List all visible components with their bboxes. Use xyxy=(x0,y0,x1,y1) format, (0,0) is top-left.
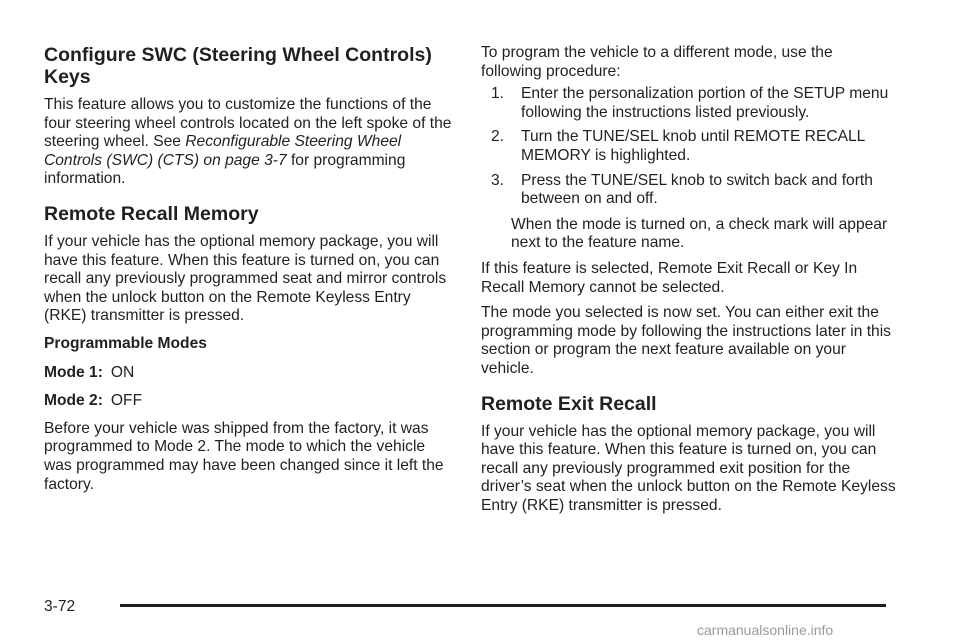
swc-text-1: This feature allows you to customize the functions of the four steering wheel controls located on the left spoke of the steering wheel. See xyxy=(44,96,452,151)
programmable-modes-heading: Programmable Modes xyxy=(44,334,207,352)
swc-paragraph xyxy=(44,96,454,189)
factory-setting-paragraph: Before your vehicle was shipped from the factory, it was programmed to Mode 2. The mode to which the vehicle was programmed may have been changed since it left the factory. xyxy=(44,419,444,493)
selection-note: If this feature is selected, Remote Exit Recall or Key In Recall Memory cannot be selected. xyxy=(481,259,858,296)
watermark: carmanualsonline.info xyxy=(697,622,834,638)
page-number: 3-72 xyxy=(44,598,76,615)
right-column xyxy=(481,44,896,515)
mode-1-label: Mode 1: xyxy=(44,363,103,381)
mode-2-value: OFF xyxy=(110,392,143,410)
remote-recall-memory-heading: Remote Recall Memory xyxy=(44,202,259,225)
mode-2-label: Mode 2: xyxy=(44,392,103,410)
list-item xyxy=(481,128,896,165)
procedure-intro: To program the vehicle to a different mode, use the following procedure: xyxy=(481,44,833,80)
mode-2-line xyxy=(44,392,454,411)
list-item xyxy=(481,172,896,209)
step-number: 1. xyxy=(491,85,505,103)
swc-text-2: for programming information. xyxy=(44,151,406,188)
swc-cross-reference-link[interactable]: Reconfigurable Steering Wheel Controls (SWC) (CTS) on page 3-7 xyxy=(44,133,402,169)
footer-divider xyxy=(120,604,886,607)
mode-1-value: ON xyxy=(110,363,135,381)
step-text: Turn the TUNE/SEL knob until REMOTE RECALL MEMORY is highlighted. xyxy=(521,128,865,164)
left-column xyxy=(44,44,454,494)
mode-set-paragraph: The mode you selected is now set. You can either exit the programming mode by following the instructions later in this section or program the next feature available on your vehicle. xyxy=(481,304,891,377)
remote-exit-recall-paragraph: If your vehicle has the optional memory package, you will have this feature. When this feature is turned on, you can recall any previously programmed exit position for the driver’s seat when the unlock button on the Remote Keyless Entry (RKE) transmitter is pressed. xyxy=(481,422,896,514)
list-item xyxy=(481,85,896,122)
remote-recall-memory-paragraph: If your vehicle has the optional memory package, you will have this feature. When this feature is turned on, you can recall any previously programmed seat and mirror controls when the unlock button on the Remote Keyless Entry (RKE) transmitter is pressed. xyxy=(44,232,447,325)
step-text: Press the TUNE/SEL knob to switch back and forth between on and off. xyxy=(521,171,873,208)
step-text: Enter the personalization portion of the SETUP menu following the instructions listed previously. xyxy=(521,85,889,121)
step-number: 3. xyxy=(491,171,505,189)
remote-exit-recall-heading: Remote Exit Recall xyxy=(481,392,657,415)
mode-1-line xyxy=(44,364,454,383)
procedure-steps xyxy=(481,85,896,209)
step-number: 2. xyxy=(491,128,505,146)
swc-heading: Configure SWC (Steering Wheel Controls) Keys xyxy=(44,44,432,88)
step-note: When the mode is turned on, a check mark will appear next to the feature name. xyxy=(511,215,888,252)
